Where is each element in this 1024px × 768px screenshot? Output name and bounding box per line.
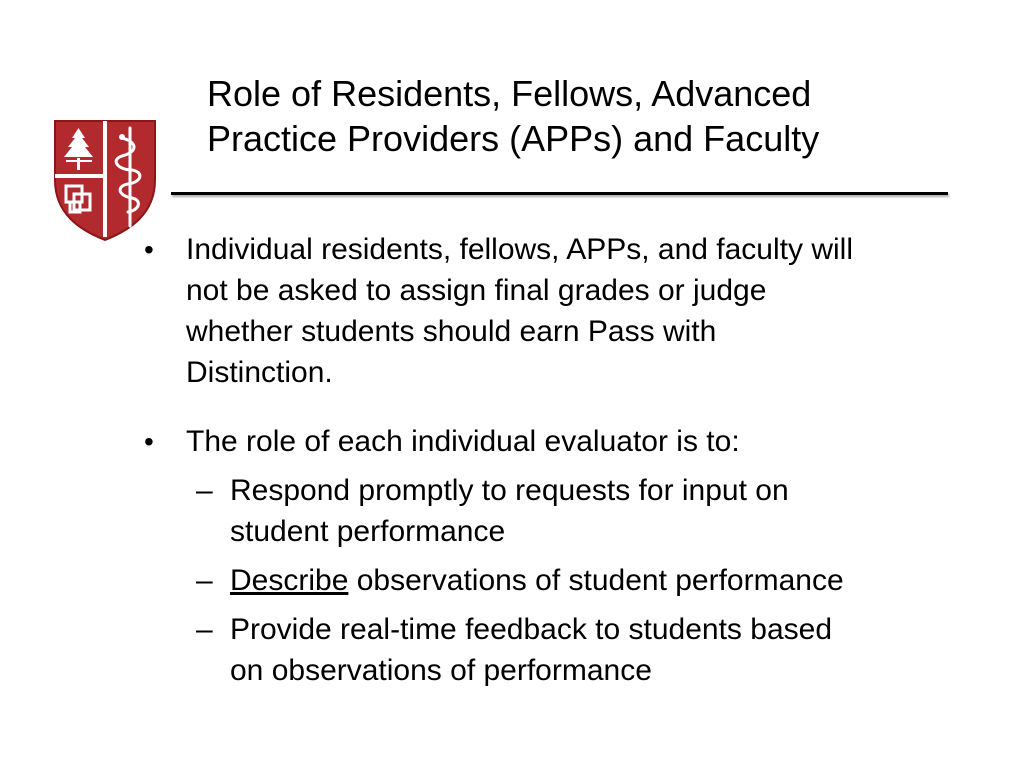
title-line-2: Practice Providers (APPs) and Faculty [207, 118, 820, 159]
title-line-1: Role of Residents, Fellows, Advanced [207, 73, 812, 114]
sub-bullet-text-line: student performance [230, 515, 506, 548]
bullet-text-line: The role of each individual evaluator is to: [186, 425, 740, 458]
bullet-text-line: not be asked to assign final grades or judge [186, 274, 767, 307]
bullet-marker: • [144, 426, 154, 457]
sub-bullet-text-line: Provide real-time feedback to students based [230, 613, 833, 646]
slide-title [207, 71, 987, 161]
bullet-text-line: Individual residents, fellows, APPs, and faculty will [186, 233, 853, 266]
bullet-text-line: whether students should earn Pass with [186, 315, 717, 348]
sub-bullet-item [142, 470, 982, 552]
sub-bullet-marker: – [196, 564, 213, 597]
sub-bullet-item [142, 609, 982, 691]
sub-bullet-text-line: Respond promptly to requests for input on [230, 474, 789, 507]
bullet-text-line: Distinction. [186, 356, 333, 389]
bullet-item [142, 229, 982, 393]
bullet-item [142, 421, 982, 462]
sub-bullet-text-line: on observations of performance [230, 654, 652, 687]
sub-bullet-item [142, 560, 982, 601]
stanford-medicine-shield-icon [52, 118, 158, 242]
sub-bullet-marker: – [196, 474, 213, 507]
emphasis-word: Describe [230, 564, 349, 597]
sub-bullet-text-line [230, 560, 982, 601]
sub-bullet-rest: observations of student performance [348, 564, 844, 597]
bullet-marker: • [144, 234, 154, 265]
title-divider [171, 192, 948, 195]
slide-body [142, 229, 982, 691]
sub-bullet-marker: – [196, 613, 213, 646]
